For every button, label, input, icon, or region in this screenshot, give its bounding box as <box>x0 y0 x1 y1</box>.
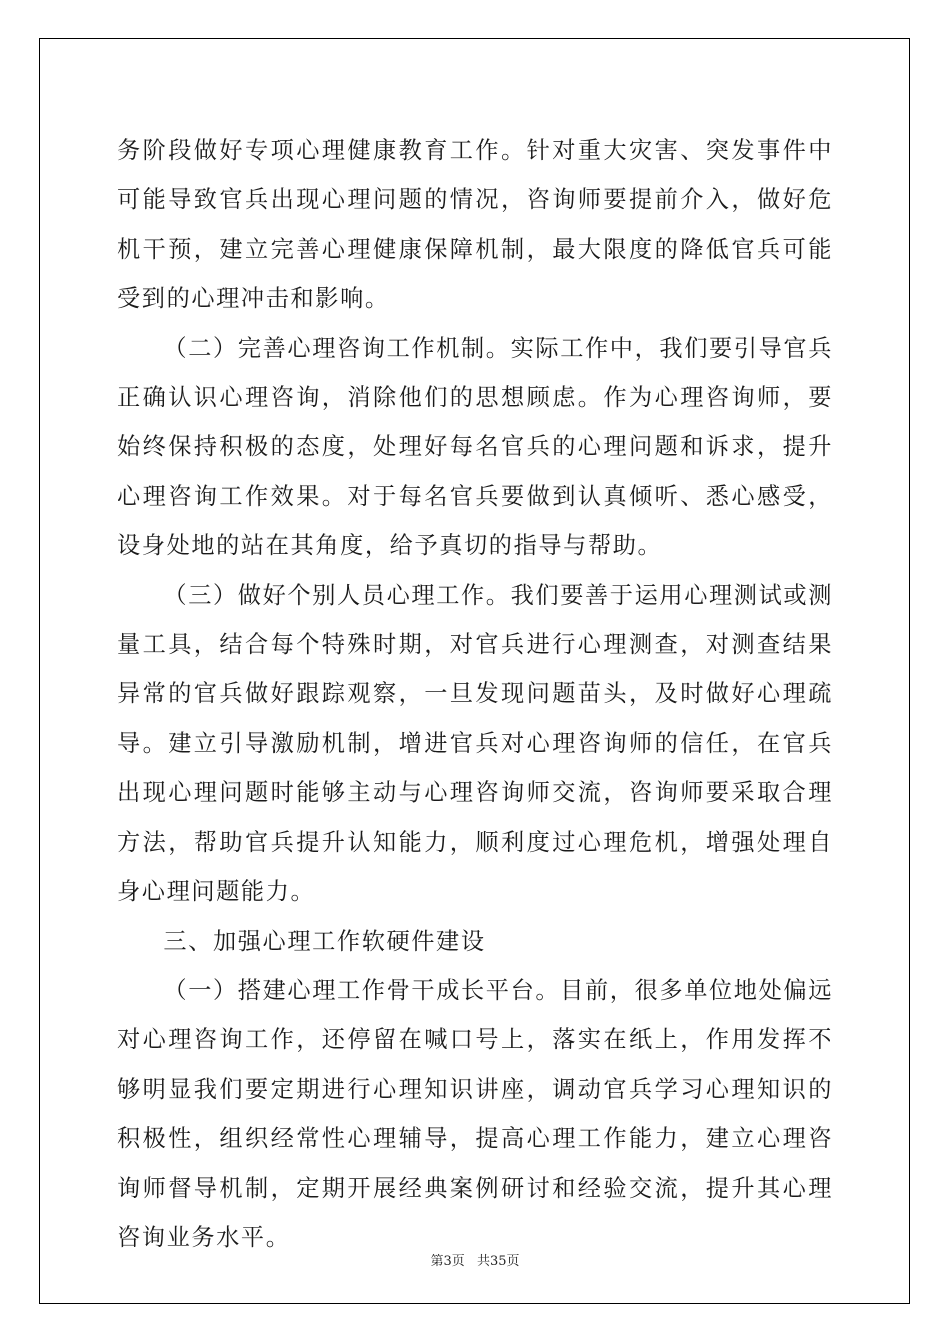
page-footer <box>0 1250 950 1269</box>
document-body <box>117 126 833 1262</box>
paragraph: （三）做好个别人员心理工作。我们要善于运用心理测试或测量工具，结合每个特殊时期，对官兵进行心理测查，对测查结果异常的官兵做好跟踪观察，一旦发现问题苗头，及时做好心理疏导。建立引导激励机制，增进官兵对心理咨询师的信任，在官兵出现心理问题时能够主动与心理咨询师交流，咨询师要采取合理方法，帮助官兵提升认知能力，顺利度过心理危机，增强处理自身心理问题能力。 <box>117 581 833 906</box>
paragraph: （一）搭建心理工作骨干成长平台。目前，很多单位地处偏远对心理咨询工作，还停留在喊口号上，落实在纸上，作用发挥不够明显我们要定期进行心理知识讲座，调动官兵学习心理知识的积极性，组织经常性心理辅导，提高心理工作能力，建立心理咨询师督导机制，定期开展经典案例研讨和经验交流，提升其心理咨询业务水平。 <box>117 976 833 1251</box>
paragraph: （二）完善心理咨询工作机制。实际工作中，我们要引导官兵正确认识心理咨询，消除他们的思想顾虑。作为心理咨询师，要始终保持积极的态度，处理好每名官兵的心理问题和诉求，提升心理咨询工作效果。对于每名官兵要做到认真倾听、悉心感受，设身处地的站在其角度，给予真切的指导与帮助。 <box>117 334 833 560</box>
page-total: 共35页 <box>476 1254 520 1269</box>
page-number: 第3页 <box>430 1254 465 1269</box>
section-heading: 三、加强心理工作软硬件建设 <box>163 927 486 955</box>
paragraph: 务阶段做好专项心理健康教育工作。针对重大灾害、突发事件中可能导致官兵出现心理问题的情况，咨询师要提前介入，做好危机干预，建立完善心理健康保障机制，最大限度的降低官兵可能受到的心理冲击和影响。 <box>117 137 833 313</box>
